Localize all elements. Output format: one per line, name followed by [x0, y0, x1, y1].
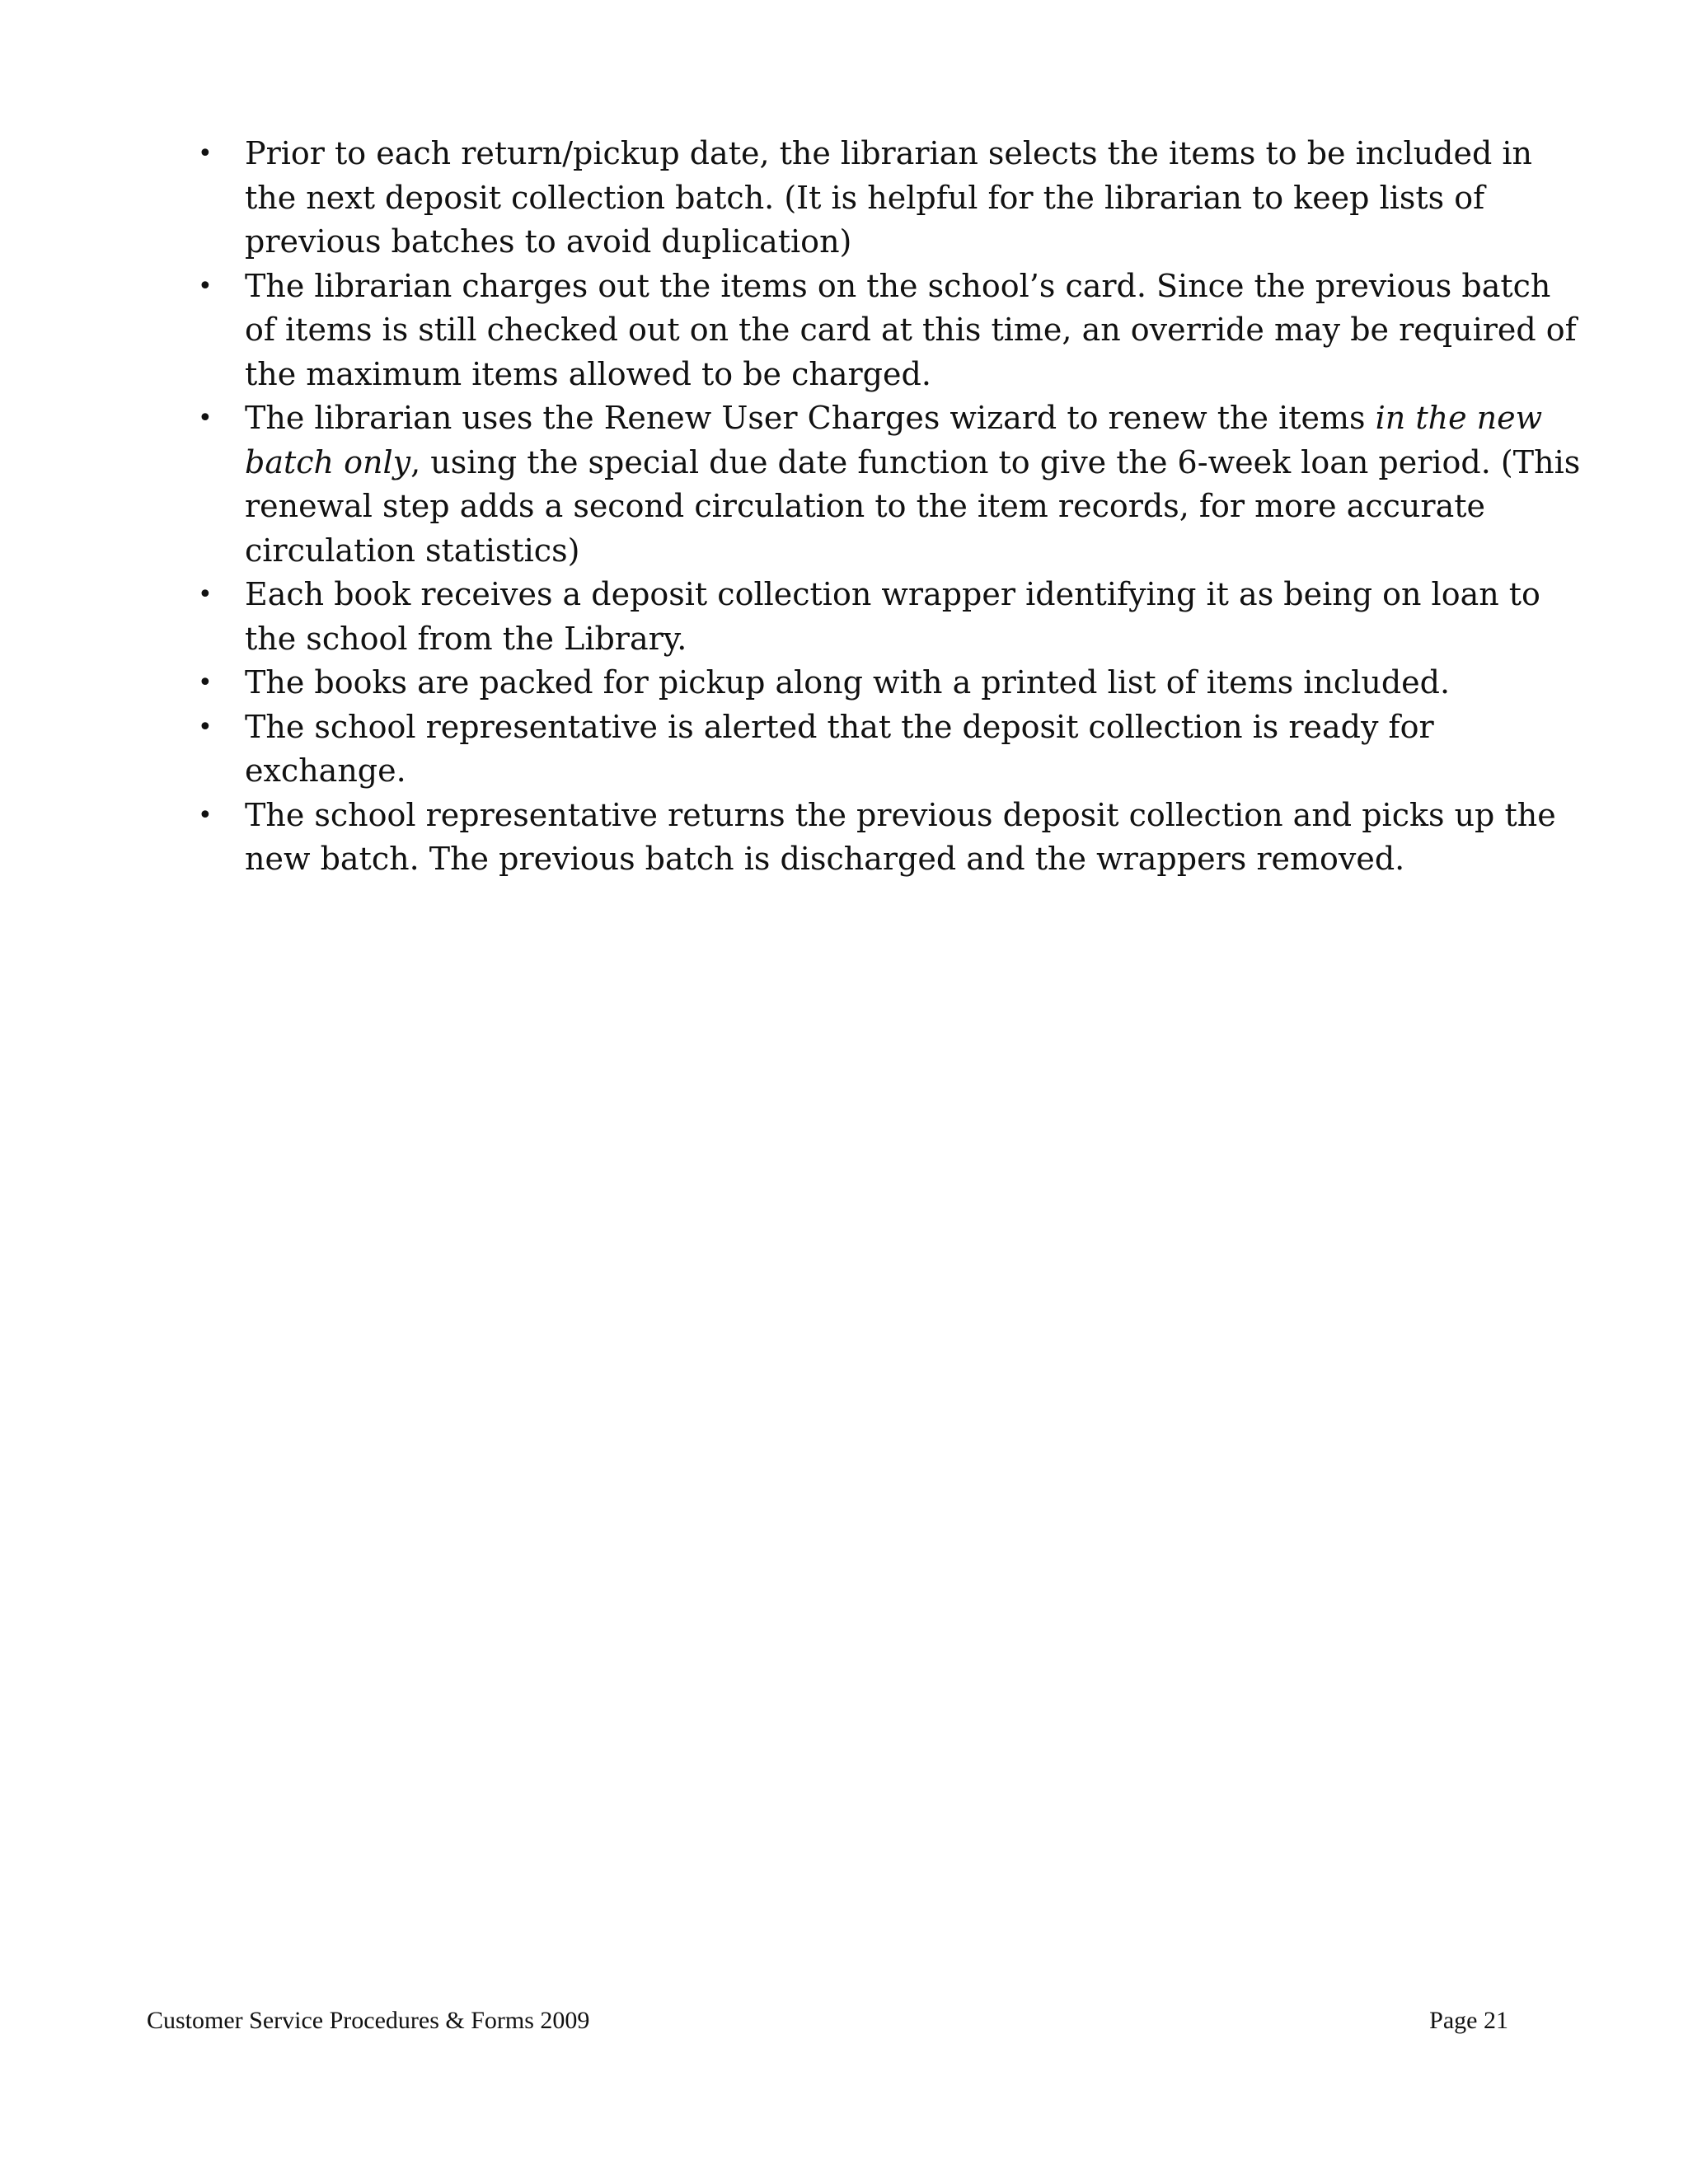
footer-page-number: Page 21: [1429, 2007, 1508, 2034]
list-item-text: Prior to each return/pickup date, the librarian selects the items to be included in the next deposit collection batch. (It is helpful for the librarian to keep lists of previous batches to avoid duplication): [245, 135, 1533, 260]
list-item: [185, 794, 1587, 882]
list-item-text: The school representative returns the previous deposit collection and picks up the new batch. The previous batch is discharged and the wrappers removed.: [245, 796, 1556, 877]
bullet-icon: •: [198, 800, 213, 830]
bullet-icon: •: [198, 668, 213, 697]
bullet-icon: •: [198, 580, 213, 609]
bullet-icon: •: [198, 404, 213, 433]
list-item: [185, 661, 1587, 705]
list-item-text-start: The librarian uses the Renew User Charges wizard to renew the items: [245, 400, 1376, 436]
procedure-bullet-list: [185, 132, 1587, 882]
list-item: [185, 396, 1587, 573]
list-item-text: The school representative is alerted that the deposit collection is ready for exchange.: [245, 708, 1434, 789]
list-item-text: Each book receives a deposit collection wrapper identifying it as being on loan to the school from the Library.: [245, 576, 1540, 657]
list-item-emphasis: in the new batch only: [245, 400, 1543, 480]
list-item-text-end: , using the special due date function to give the 6-week loan period. (This renewal step adds a second circulation to the item records, for more accurate circulation statistics): [245, 443, 1581, 569]
footer-document-title: Customer Service Procedures & Forms 2009: [147, 2007, 590, 2034]
bullet-icon: •: [198, 712, 213, 742]
list-item: [185, 132, 1587, 265]
bullet-icon: •: [198, 139, 213, 168]
list-item-text: The librarian charges out the items on the school’s card. Since the previous batch of items is still checked out on the card at this time, an override may be required of the maximum items allowed to be charged.: [245, 267, 1577, 392]
list-item: [185, 265, 1587, 397]
list-item: [185, 573, 1587, 661]
bullet-icon: •: [198, 271, 213, 301]
list-item: [185, 705, 1587, 794]
list-item-text: The books are packed for pickup along with a printed list of items included.: [245, 664, 1451, 701]
